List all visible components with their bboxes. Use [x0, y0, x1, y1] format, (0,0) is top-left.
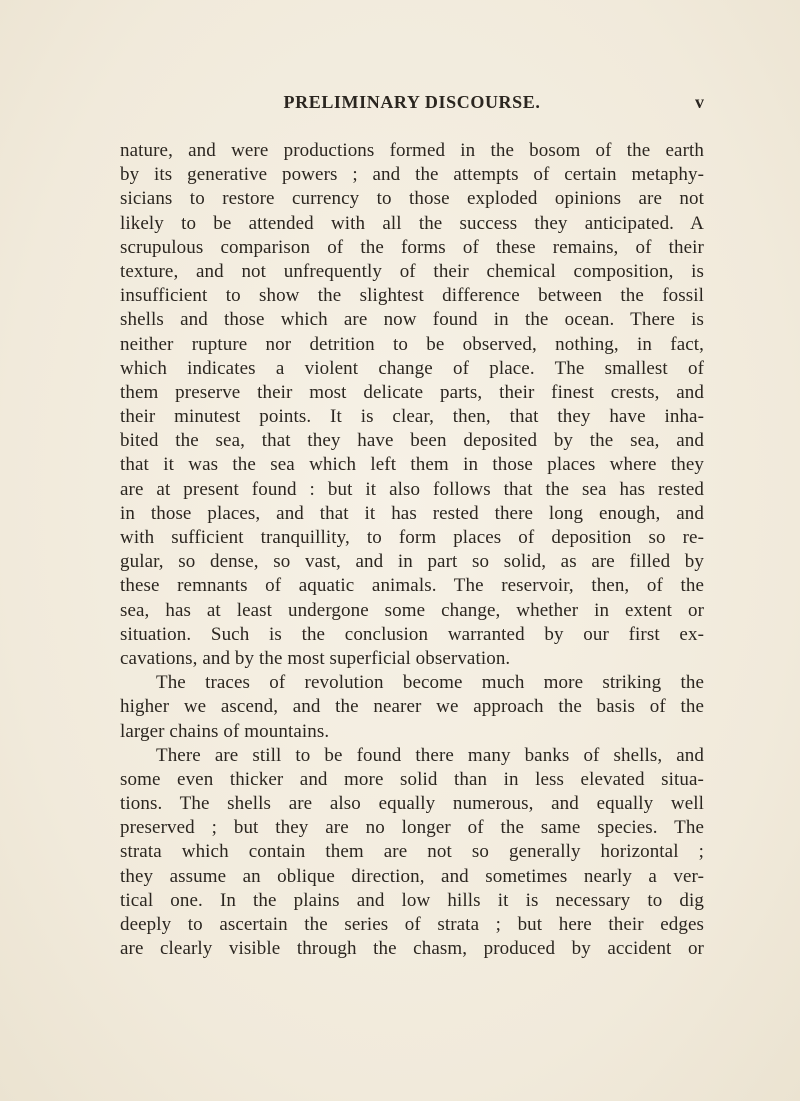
- text-line: they assume an oblique direction, and sometimes nearly a ver-: [120, 865, 704, 887]
- text-line: higher we ascend, and the nearer we approach the basis of the: [120, 696, 704, 718]
- text-line: tical one. In the plains and low hills it is necessary to dig: [120, 889, 704, 911]
- text-line: are clearly visible through the chasm, produced by accident or: [120, 938, 704, 960]
- text-line: these remnants of aquatic animals. The reservoir, then, of the: [120, 575, 704, 597]
- text-line: tions. The shells are also equally numerous, and equally well: [120, 793, 704, 815]
- text-line: deeply to ascertain the series of strata ; but here their edges: [120, 914, 704, 935]
- text-line: that it was the sea which left them in those places where they: [120, 454, 704, 476]
- text-line: some even thicker and more solid than in less elevated situa-: [120, 768, 704, 790]
- text-line: sicians to restore currency to those exploded opinions are not: [120, 188, 704, 210]
- text-line: preserved ; but they are no longer of the same species. The: [120, 817, 704, 839]
- text-line: bited the sea, that they have been deposited by the sea, and: [120, 430, 704, 452]
- text-line: in those places, and that it has rested there long enough, and: [120, 502, 704, 524]
- text-line: their minutest points. It is clear, then, that they have inha-: [120, 406, 704, 428]
- text-line: by its generative powers ; and the attempts of certain metaphy-: [120, 164, 704, 186]
- text-line: cavations, and by the most superficial observation.: [120, 647, 511, 669]
- text-line: shells and those which are now found in the ocean. There is: [120, 309, 704, 331]
- text-line: situation. Such is the conclusion warranted by our first ex-: [120, 623, 704, 645]
- text-line: sea, has at least undergone some change, whether in extent or: [120, 599, 704, 621]
- text-line: gular, so dense, so vast, and in part so solid, as are filled by: [120, 551, 704, 573]
- running-title: PRELIMINARY DISCOURSE.: [283, 92, 541, 112]
- body-text: [120, 139, 704, 961]
- text-line: them preserve their most delicate parts, their finest crests, and: [120, 381, 704, 403]
- text-line: larger chains of mountains.: [120, 720, 330, 742]
- text-line: scrupulous comparison of the forms of these remains, of their: [120, 236, 704, 258]
- text-line: which indicates a violent change of place. The smallest of: [120, 357, 704, 379]
- running-head: [120, 92, 704, 116]
- text-line: nature, and were productions formed in the bosom of the earth: [120, 140, 704, 161]
- text-line: insufficient to show the slightest difference between the fossil: [120, 285, 704, 307]
- text-line: The traces of revolution become much more striking the: [156, 672, 704, 694]
- text-line: There are still to be found there many banks of shells, and: [156, 744, 704, 766]
- text-line: neither rupture nor detrition to be observed, nothing, in fact,: [120, 333, 704, 355]
- text-line: texture, and not unfrequently of their chemical composition, is: [120, 260, 704, 282]
- text-line: are at present found : but it also follows that the sea has rested: [120, 478, 704, 500]
- text-line: strata which contain them are not so generally horizontal ;: [120, 841, 704, 863]
- page-number: v: [695, 92, 704, 112]
- text-line: likely to be attended with all the success they anticipated. A: [120, 212, 704, 234]
- text-line: with sufficient tranquillity, to form places of deposition so re-: [120, 527, 704, 548]
